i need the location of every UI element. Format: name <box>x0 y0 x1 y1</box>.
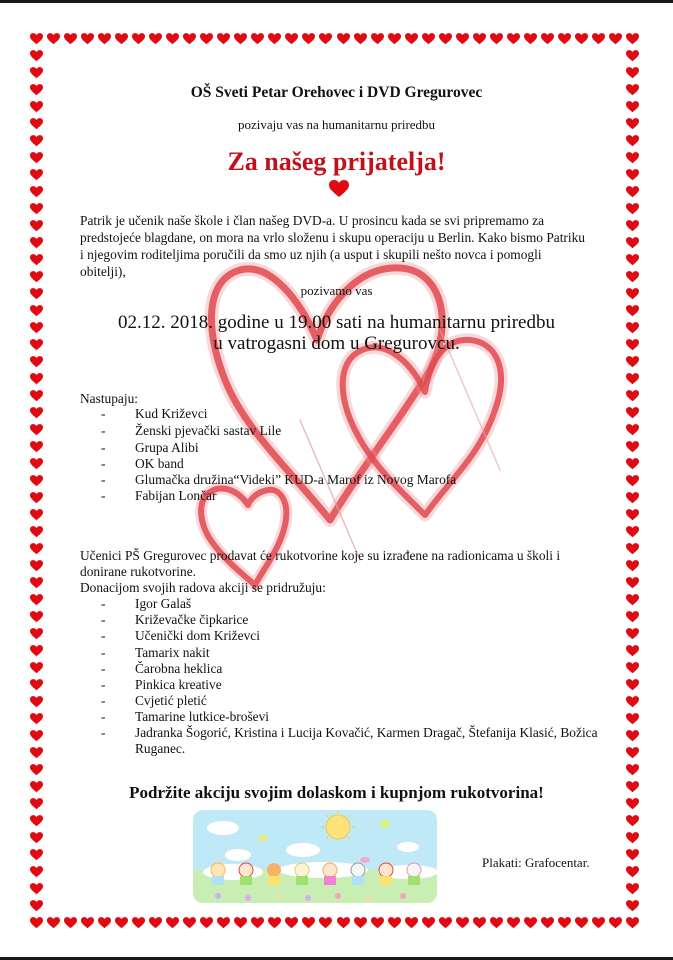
border-heart-icon <box>626 814 639 826</box>
border-heart-icon <box>507 32 520 44</box>
border-heart-icon <box>234 32 247 44</box>
performer-item: - Glumačka družina“Videki” KUD-a Marof iz Novog Marofa <box>101 472 457 487</box>
donor-item: - Igor Galaš <box>101 596 192 611</box>
border-heart-icon <box>64 32 77 44</box>
border-heart-icon <box>30 831 43 843</box>
border-heart-icon <box>626 270 639 282</box>
border-heart-icon <box>285 916 298 928</box>
border-heart-icon <box>30 848 43 860</box>
border-heart-icon <box>609 916 622 928</box>
border-heart-icon <box>302 916 315 928</box>
border-heart-icon <box>626 253 639 265</box>
border-heart-icon <box>626 848 639 860</box>
border-heart-icon <box>302 32 315 44</box>
border-heart-icon <box>319 32 332 44</box>
organizers-heading: OŠ Sveti Petar Orehovec i DVD Gregurovec <box>190 84 483 101</box>
border-heart-icon <box>507 916 520 928</box>
border-heart-icon <box>626 134 639 146</box>
border-heart-icon <box>30 32 43 44</box>
donor-item: - Pinkica kreative <box>101 677 222 692</box>
top-edge-bar <box>0 0 673 3</box>
performer-item: - Ženski pjevački sastav Lile <box>101 423 282 438</box>
border-heart-icon <box>30 882 43 894</box>
border-heart-icon <box>626 865 639 877</box>
border-heart-icon <box>575 916 588 928</box>
border-heart-icon <box>592 916 605 928</box>
border-heart-icon <box>337 916 350 928</box>
border-heart-icon <box>626 508 639 520</box>
border-heart-icon <box>183 32 196 44</box>
poster-credit: Plakati: Grafocentar. <box>482 855 590 870</box>
border-heart-icon <box>98 32 111 44</box>
border-heart-icon <box>285 32 298 44</box>
donor-item-continuation: Ruganec. <box>135 741 186 756</box>
border-heart-icon <box>626 440 639 452</box>
border-heart-icon <box>371 32 384 44</box>
border-heart-icon <box>30 236 43 248</box>
support-call-to-action: Podržite akciju svojim dolaskom i kupnjom rukotvorina! <box>129 783 544 802</box>
border-heart-icon <box>30 372 43 384</box>
border-heart-icon <box>371 916 384 928</box>
border-heart-icon <box>115 916 128 928</box>
donor-item: - Tamarix nakit <box>101 645 210 660</box>
border-heart-icon <box>626 372 639 384</box>
border-heart-icon <box>30 746 43 758</box>
invite-us-line: pozivamo vas <box>300 283 373 298</box>
border-heart-icon <box>558 32 571 44</box>
border-heart-icon <box>405 32 418 44</box>
event-venue-line: u vatrogasni dom u Gregurovcu. <box>213 333 460 354</box>
border-heart-icon <box>609 32 622 44</box>
border-heart-icon <box>183 916 196 928</box>
performer-item: - Fabijan Lončar <box>101 488 217 503</box>
performers-heading: Nastupaju: <box>80 391 139 406</box>
performer-item: - Grupa Alibi <box>101 440 199 455</box>
border-heart-icon <box>30 542 43 554</box>
students-paragraph-line-2: donirane rukotvorine. <box>80 564 197 579</box>
border-heart-icon <box>115 32 128 44</box>
border-heart-icon <box>405 916 418 928</box>
donor-item: - Jadranka Šogorić, Kristina i Lucija Kovačić, Karmen Dragač, Štefanija Klasić, Božica <box>101 725 598 740</box>
border-heart-icon <box>626 712 639 724</box>
border-heart-icon <box>575 32 588 44</box>
border-heart-icon <box>626 576 639 588</box>
small-heart-icon <box>329 180 349 198</box>
border-heart-icon <box>30 66 43 78</box>
border-heart-icon <box>626 219 639 231</box>
border-heart-icon <box>626 542 639 554</box>
border-heart-icon <box>30 610 43 622</box>
border-heart-icon <box>268 916 281 928</box>
border-heart-icon <box>30 814 43 826</box>
border-heart-icon <box>234 916 247 928</box>
intro-paragraph-line-3: i njegovim roditeljima poručili da smo uz njih (a usput i skupili nešto novca i pomogli <box>80 247 542 262</box>
border-heart-icon <box>30 729 43 741</box>
border-heart-icon <box>626 763 639 775</box>
border-heart-icon <box>626 423 639 435</box>
border-heart-icon <box>30 423 43 435</box>
donor-item: - Učenički dom Križevci <box>101 628 260 643</box>
border-heart-icon <box>541 32 554 44</box>
border-heart-icon <box>30 712 43 724</box>
donors-heading: Donacijom svojih radova akciji se pridružuju: <box>80 580 326 595</box>
border-heart-icon <box>422 916 435 928</box>
border-heart-icon <box>626 525 639 537</box>
border-heart-icon <box>473 916 486 928</box>
border-heart-icon <box>388 32 401 44</box>
border-heart-icon <box>149 32 162 44</box>
border-heart-icon <box>626 695 639 707</box>
border-heart-icon <box>626 627 639 639</box>
invite-line: pozivaju vas na humanitarnu priredbu <box>237 117 436 132</box>
border-heart-icon <box>30 457 43 469</box>
donor-item: - Križevačke čipkarice <box>101 612 249 627</box>
intro-paragraph-line-4: obitelji), <box>80 264 126 279</box>
border-heart-icon <box>30 508 43 520</box>
border-heart-icon <box>319 916 332 928</box>
border-heart-icon <box>217 916 230 928</box>
border-heart-icon <box>251 916 264 928</box>
border-heart-icon <box>30 406 43 418</box>
border-heart-icon <box>30 355 43 367</box>
border-heart-icon <box>200 32 213 44</box>
border-heart-icon <box>626 661 639 673</box>
border-heart-icon <box>626 49 639 61</box>
border-heart-icon <box>490 916 503 928</box>
border-heart-icon <box>490 32 503 44</box>
children-holding-hands-illustration <box>193 810 437 903</box>
border-heart-icon <box>30 219 43 231</box>
border-heart-icon <box>626 831 639 843</box>
border-heart-icon <box>30 661 43 673</box>
border-heart-icon <box>30 899 43 911</box>
border-heart-icon <box>64 916 77 928</box>
border-heart-icon <box>30 865 43 877</box>
border-heart-icon <box>473 32 486 44</box>
border-heart-icon <box>626 916 639 928</box>
border-heart-icon <box>354 916 367 928</box>
border-heart-icon <box>592 32 605 44</box>
border-heart-icon <box>47 32 60 44</box>
border-heart-icon <box>524 32 537 44</box>
border-heart-icon <box>626 32 639 44</box>
border-heart-icon <box>30 593 43 605</box>
border-heart-icon <box>268 32 281 44</box>
performer-item: - Kud Križevci <box>101 406 208 421</box>
intro-paragraph-line-1: Patrik je učenik naše škole i član našeg DVD-a. U prosincu kada se svi pripremamo za <box>80 213 545 228</box>
border-heart-icon <box>30 525 43 537</box>
border-heart-icon <box>30 678 43 690</box>
border-heart-icon <box>166 32 179 44</box>
border-heart-icon <box>30 763 43 775</box>
border-heart-icon <box>541 916 554 928</box>
border-heart-icon <box>30 916 43 928</box>
border-heart-icon <box>626 678 639 690</box>
border-heart-icon <box>30 644 43 656</box>
performer-item: - OK band <box>101 456 184 471</box>
border-heart-icon <box>200 916 213 928</box>
border-heart-icon <box>81 32 94 44</box>
intro-paragraph-line-2: predstojeće blagdane, on mora na vrlo složenu i skupu operaciju u Berlin. Kako bismo Patriku <box>80 230 585 245</box>
border-heart-icon <box>98 916 111 928</box>
border-heart-icon <box>217 32 230 44</box>
border-heart-icon <box>30 49 43 61</box>
border-heart-icon <box>354 32 367 44</box>
border-heart-icon <box>626 882 639 894</box>
event-date-line: 02.12. 2018. godine u 19.00 sati na humanitarnu priredbu <box>118 312 555 333</box>
border-heart-icon <box>626 644 639 656</box>
border-heart-icon <box>132 32 145 44</box>
border-heart-icon <box>456 32 469 44</box>
border-heart-icon <box>30 134 43 146</box>
border-heart-icon <box>30 576 43 588</box>
border-heart-icon <box>626 593 639 605</box>
border-heart-icon <box>626 236 639 248</box>
border-heart-icon <box>388 916 401 928</box>
border-heart-icon <box>30 389 43 401</box>
border-heart-icon <box>166 916 179 928</box>
border-heart-icon <box>626 406 639 418</box>
border-heart-icon <box>626 899 639 911</box>
border-heart-icon <box>626 474 639 486</box>
border-heart-icon <box>626 491 639 503</box>
donor-item: - Cvjetić pletić <box>101 693 207 708</box>
border-heart-icon <box>626 355 639 367</box>
border-heart-icon <box>524 916 537 928</box>
border-heart-icon <box>30 695 43 707</box>
border-heart-icon <box>439 916 452 928</box>
donor-item: - Tamarine lutkice-broševi <box>101 709 270 724</box>
poster-title: Za našeg prijatelja! <box>227 147 446 176</box>
border-heart-icon <box>251 32 264 44</box>
border-heart-icon <box>626 729 639 741</box>
border-heart-icon <box>439 32 452 44</box>
border-heart-icon <box>337 32 350 44</box>
border-heart-icon <box>422 32 435 44</box>
border-heart-icon <box>626 559 639 571</box>
border-heart-icon <box>30 627 43 639</box>
students-paragraph-line-1: Učenici PŠ Gregurovec prodavat će rukotvorine koje su izrađene na radionicama u školi i <box>80 548 561 563</box>
border-heart-icon <box>81 916 94 928</box>
border-heart-icon <box>47 916 60 928</box>
border-heart-icon <box>30 440 43 452</box>
border-heart-icon <box>626 185 639 197</box>
border-heart-icon <box>30 474 43 486</box>
donor-item: - Čarobna heklica <box>101 661 223 676</box>
border-heart-icon <box>30 202 43 214</box>
border-heart-icon <box>30 491 43 503</box>
border-heart-icon <box>30 253 43 265</box>
border-heart-icon <box>626 457 639 469</box>
border-heart-icon <box>132 916 145 928</box>
border-heart-icon <box>626 66 639 78</box>
border-heart-icon <box>626 389 639 401</box>
border-heart-icon <box>626 746 639 758</box>
border-heart-icon <box>30 185 43 197</box>
border-heart-icon <box>626 202 639 214</box>
border-heart-icon <box>558 916 571 928</box>
border-heart-icon <box>30 270 43 282</box>
border-heart-icon <box>456 916 469 928</box>
border-heart-icon <box>30 559 43 571</box>
border-heart-icon <box>626 610 639 622</box>
border-heart-icon <box>149 916 162 928</box>
